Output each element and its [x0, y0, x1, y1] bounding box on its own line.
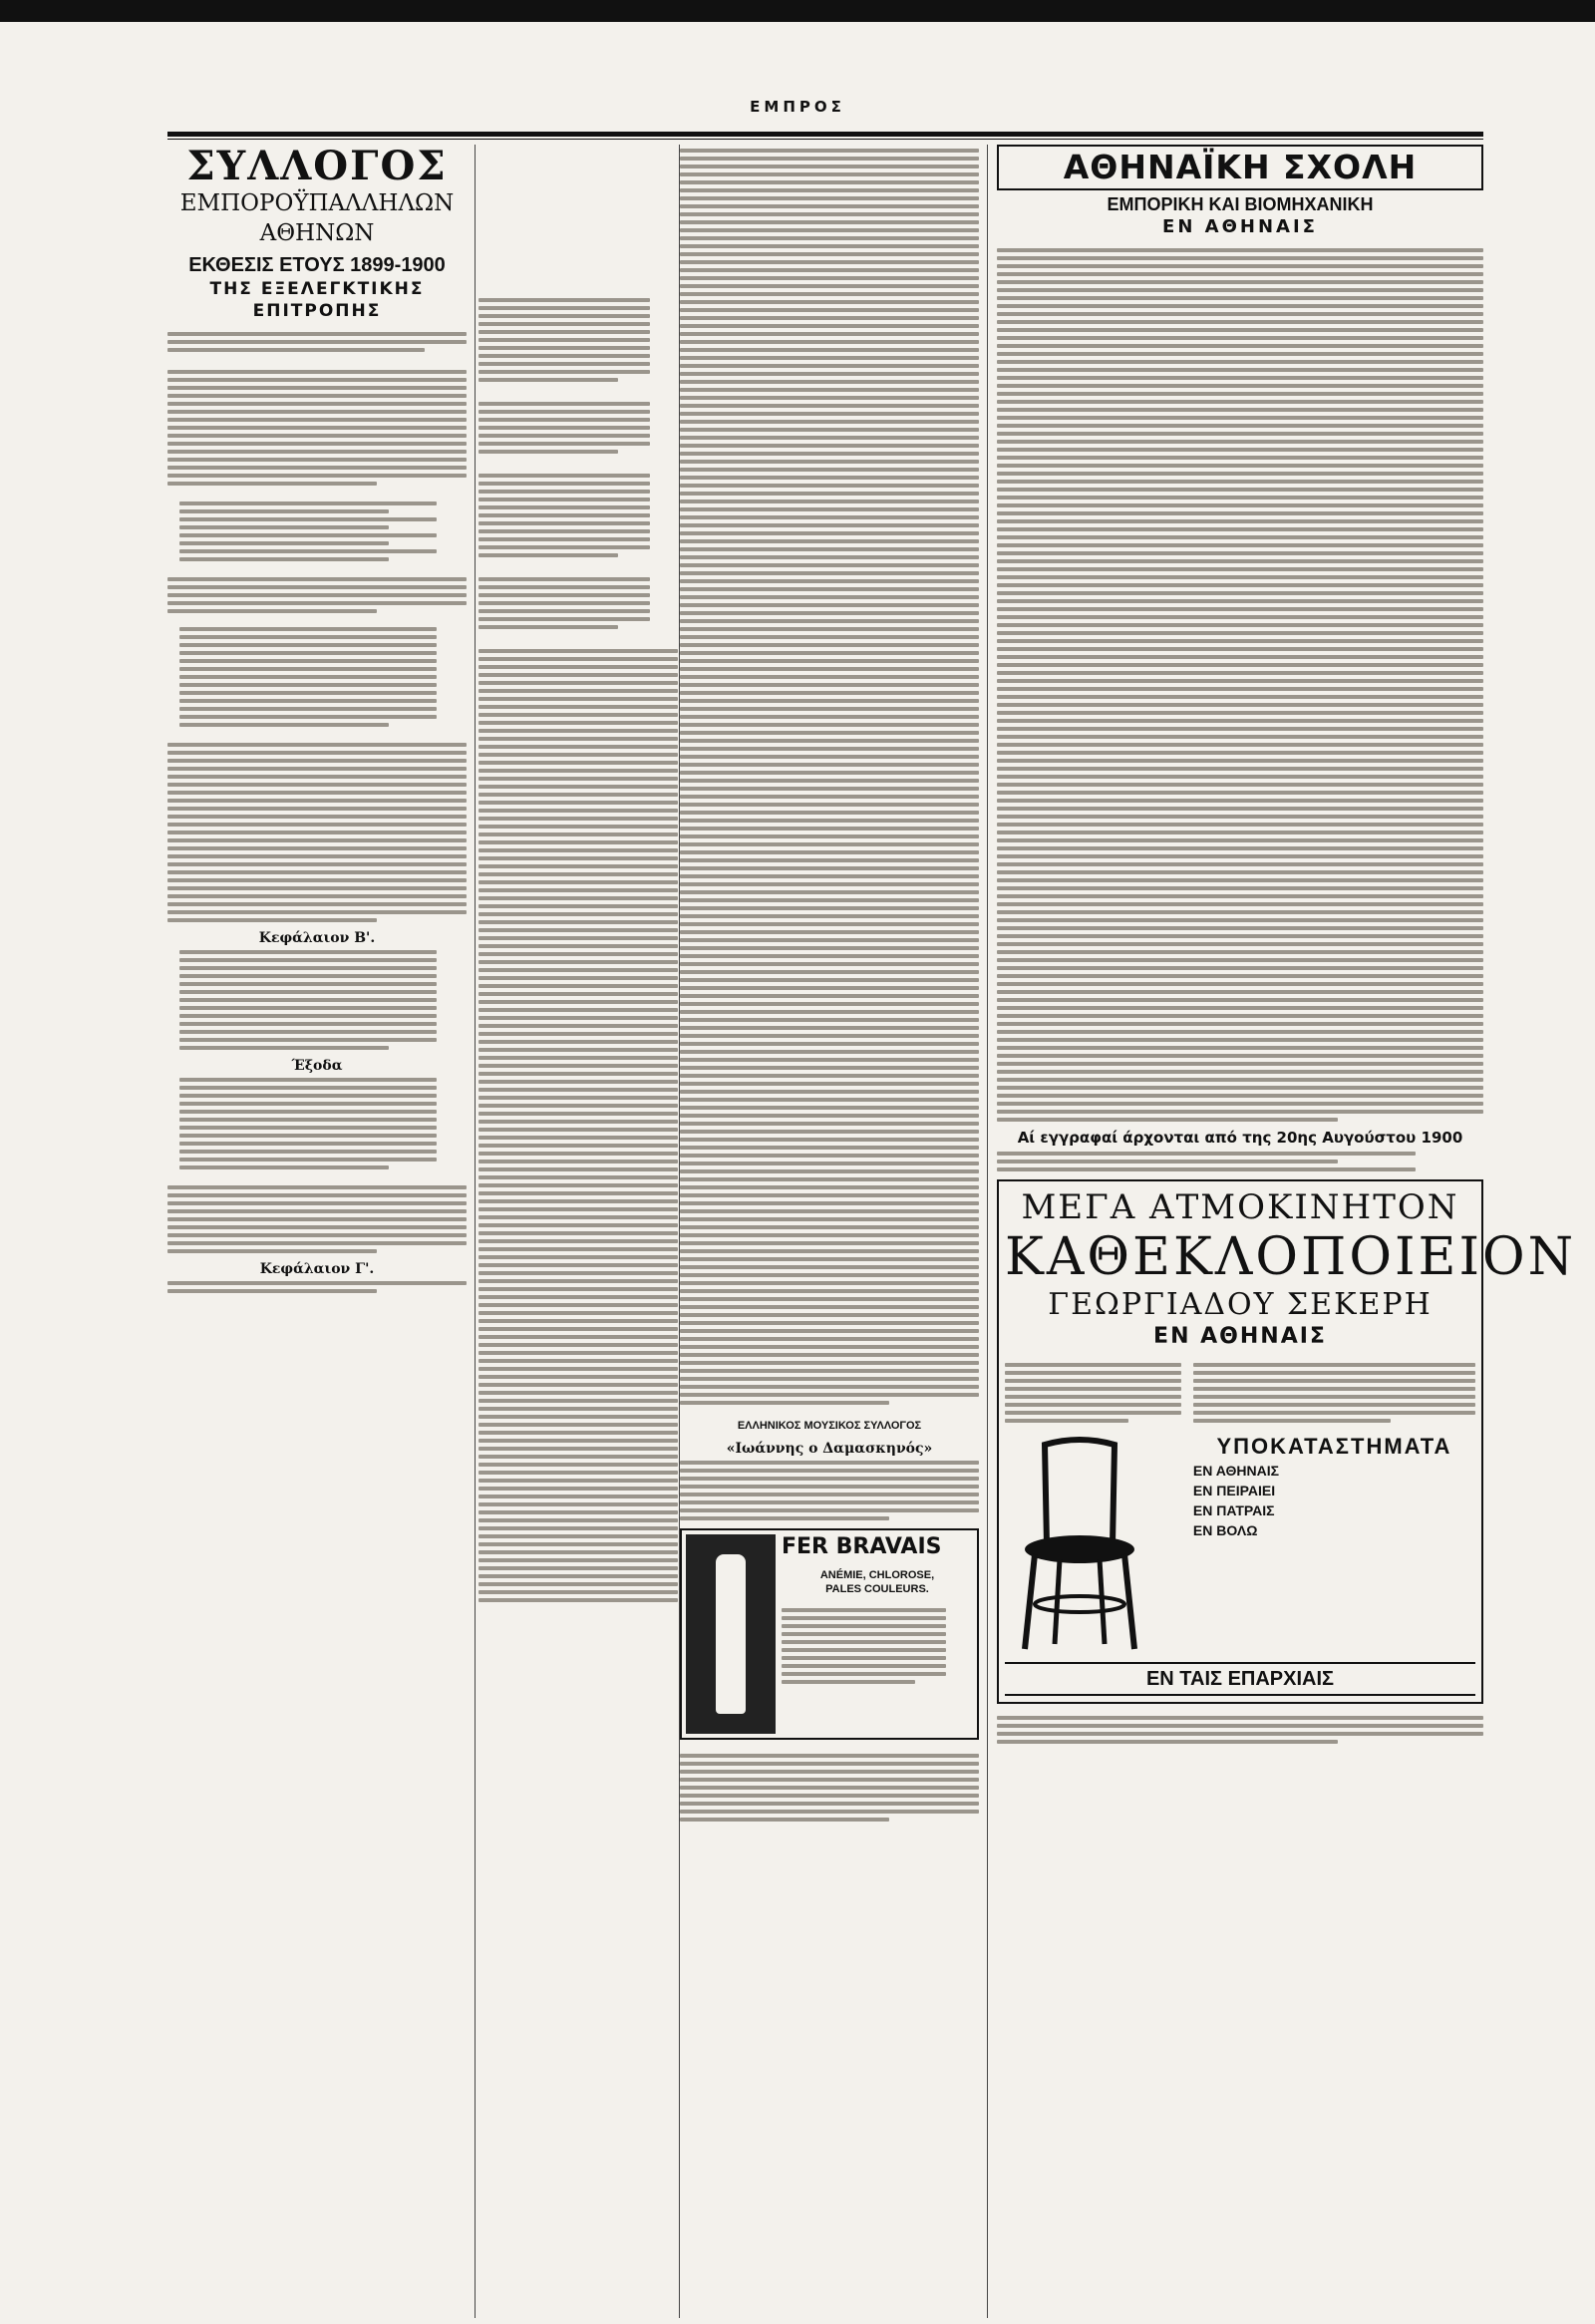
- chair-icon: [1005, 1435, 1154, 1654]
- branches-heading: ΥΠΟΚΑΤΑΣΤΗΜΑΤΑ: [1216, 1434, 1452, 1459]
- branch-item: ΕΝ ΒΟΛΩ: [1192, 1522, 1258, 1538]
- fer-bravais-advert: [680, 1528, 979, 1740]
- column-accounts: [478, 145, 678, 2318]
- section-heading: Κεφάλαιον Γ'.: [259, 1261, 375, 1277]
- school-city: ΕΝ ΑΘΗΝΑΙΣ: [1162, 216, 1318, 237]
- column-right: [997, 145, 1577, 2318]
- section-heading: Έξοδα: [291, 1058, 343, 1074]
- masthead: ΕΜΠΡΟΣ: [750, 98, 845, 116]
- masthead-rule: [167, 132, 1483, 137]
- school-title: ΑΘΗΝΑΪΚΗ ΣΧΟΛΗ: [997, 145, 1483, 190]
- branch-item: ΕΝ ΠΕΙΡΑΙΕΙ: [1192, 1483, 1276, 1498]
- column-left: [167, 145, 467, 2318]
- enrolment-date: Αί εγγραφαί άρχονται από της 20ης Αυγούστου 1900: [1017, 1129, 1463, 1147]
- branch-item: ΕΝ ΠΑΤΡΑΙΣ: [1192, 1502, 1275, 1518]
- ad-line-3: ΓΕΩΡΓΙΑΔΟΥ ΣΕΚΕΡΗ: [1048, 1287, 1433, 1322]
- ad-city: ΕΝ ΑΘΗΝΑΙΣ: [1153, 1324, 1327, 1349]
- column-middle: [680, 145, 979, 2318]
- fer-indication: ANÉMIE, CHLOROSE,: [819, 1569, 935, 1581]
- fer-indication: PALES COULEURS.: [825, 1583, 929, 1595]
- music-society-title: «Ιωάννης ο Δαμασκηνός»: [726, 1441, 933, 1457]
- masthead-rule-thin: [167, 139, 1483, 140]
- section-heading: Κεφάλαιον Β'.: [258, 930, 376, 946]
- ad-line-1: ΜΕΓΑ ΑΤΜΟΚΙΝΗΤΟΝ: [1021, 1187, 1459, 1227]
- branch-item: ΕΝ ΑΘΗΝΑΙΣ: [1192, 1463, 1279, 1479]
- column-divider: [475, 145, 476, 2318]
- ad-line-2: ΚΑΘΕΚΛΟΠΟΙΕΙΟΝ: [1005, 1227, 1577, 1287]
- school-subtitle: ΕΜΠΟΡΙΚΗ ΚΑΙ ΒΙΟΜΗΧΑΝΙΚΗ: [1107, 194, 1374, 214]
- bottle-icon: [686, 1534, 776, 1734]
- chair-factory-advert: [997, 1179, 1577, 1704]
- column-divider: [987, 145, 988, 2318]
- committee-heading: ΤΗΣ ΕΞΕΛΕΓΚΤΙΚΗΣ ΕΠΙΤΡΟΠΗΣ: [209, 279, 425, 321]
- music-society-heading: ΕΛΛΗΝΙΚΟΣ ΜΟΥΣΙΚΟΣ ΣΥΛΛΟΓΟΣ: [737, 1420, 922, 1432]
- notice-subtitle: ΕΜΠΟΡΟΫΠΑΛΛΗΛΩΝ ΑΘΗΝΩΝ: [179, 190, 455, 246]
- notice-title: ΣΥΛΛΟΓΟΣ: [186, 143, 448, 189]
- top-border: [0, 0, 1595, 22]
- fer-brand: FER BRAVAIS: [782, 1534, 942, 1559]
- report-heading: ΕΚΘΕΣΙΣ ΕΤΟΥΣ 1899-1900: [188, 254, 446, 276]
- provinces-line: ΕΝ ΤΑΙΣ ΕΠΑΡΧΙΑΙΣ: [1005, 1662, 1475, 1696]
